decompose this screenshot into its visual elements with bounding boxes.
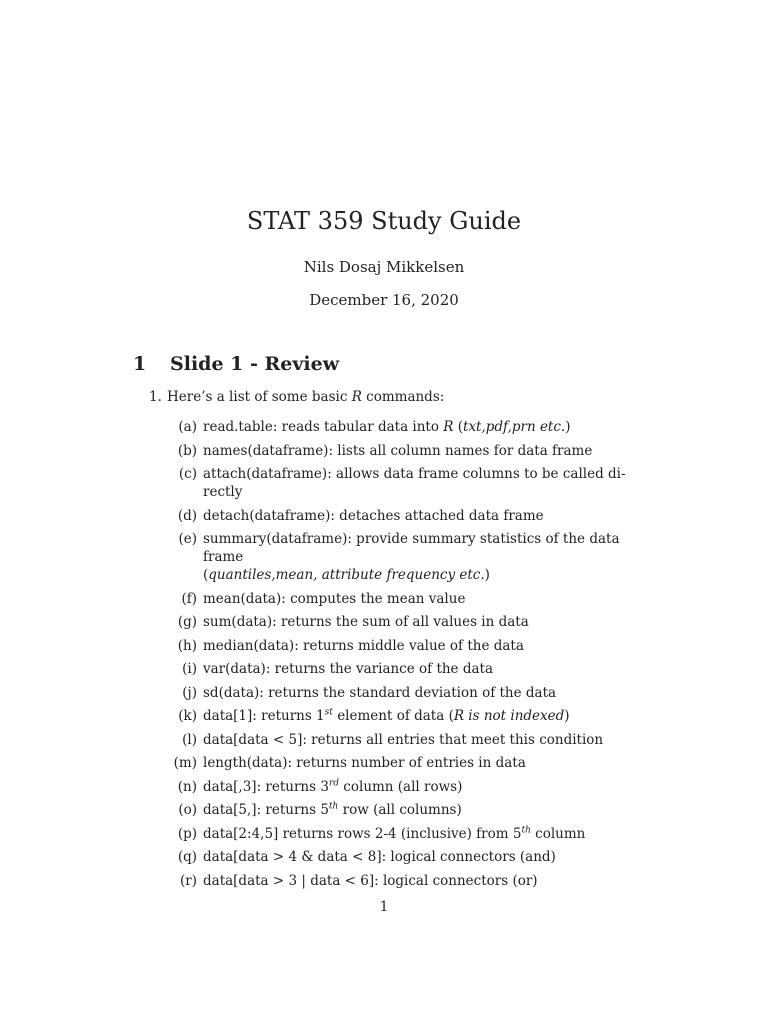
item-marker: (e) bbox=[178, 531, 197, 547]
item-marker: (r) bbox=[180, 872, 197, 889]
item-marker: (c) bbox=[178, 466, 197, 482]
item-superscript: th bbox=[328, 801, 339, 812]
item-text bbox=[203, 778, 648, 796]
intro-line bbox=[149, 387, 649, 407]
item-text-part: data[1]: returns 1 bbox=[203, 708, 325, 724]
item-text: data[data < 5]: returns all entries that meet this condition bbox=[203, 731, 604, 748]
item-marker: (g) bbox=[177, 614, 197, 630]
section-heading bbox=[133, 351, 653, 377]
item-marker: (m) bbox=[173, 755, 197, 771]
list-item bbox=[168, 613, 648, 631]
item-marker: (b) bbox=[177, 442, 197, 459]
list-item bbox=[168, 465, 648, 501]
list-item bbox=[168, 754, 648, 772]
item-italic: quantiles,mean, attribute frequency etc. bbox=[208, 567, 485, 583]
page-number: 1 bbox=[379, 899, 389, 915]
intro-text-before: Here’s a list of some basic bbox=[167, 389, 352, 405]
item-text: names(dataframe): lists all column names for data frame bbox=[203, 442, 593, 459]
item-text: sum(data): returns the sum of all values in data bbox=[203, 614, 529, 630]
author-name: Nils Dosaj Mikkelsen bbox=[303, 258, 465, 276]
item-marker: (a) bbox=[178, 419, 197, 435]
item-text-part: ( bbox=[203, 567, 209, 583]
item-text bbox=[203, 418, 648, 436]
item-text-part: data[5,]: returns 5 bbox=[203, 802, 329, 818]
item-text: median(data): returns middle value of the data bbox=[203, 637, 524, 654]
list-item bbox=[168, 507, 648, 525]
intro-r-letter: R bbox=[351, 389, 362, 405]
item-text bbox=[203, 825, 648, 843]
item-text: var(data): returns the variance of the data bbox=[203, 661, 494, 677]
item-text: mean(data): computes the mean value bbox=[203, 590, 466, 607]
item-text-part: ) bbox=[484, 567, 490, 583]
item-marker: (n) bbox=[177, 778, 197, 795]
item-marker: (q) bbox=[177, 849, 197, 865]
item-superscript: th bbox=[521, 825, 531, 835]
list-item bbox=[168, 530, 648, 584]
list-item bbox=[168, 660, 648, 678]
item-superscript: st bbox=[324, 707, 333, 718]
item-marker: (l) bbox=[182, 731, 197, 748]
list-item bbox=[168, 778, 648, 796]
item-marker: (o) bbox=[178, 802, 197, 818]
item-text-part: data[,3]: returns 3 bbox=[203, 778, 329, 795]
item-marker: (d) bbox=[177, 507, 197, 524]
item-text-part: column bbox=[530, 825, 586, 842]
item-text-part: column (all rows) bbox=[339, 778, 463, 795]
list-item bbox=[168, 418, 648, 436]
item-text: detach(dataframe): detaches attached data frame bbox=[203, 507, 544, 524]
item-text-part: read.table: reads tabular data into bbox=[203, 419, 444, 435]
list-item bbox=[168, 442, 648, 460]
list-item bbox=[168, 590, 648, 608]
item-text bbox=[203, 801, 648, 819]
item-text-part: ) bbox=[564, 708, 570, 724]
item-text: data[data > 4 & data < 8]: logical connectors (and) bbox=[203, 849, 556, 865]
list-item bbox=[168, 825, 648, 843]
item-text-part: row (all columns) bbox=[338, 802, 462, 818]
item-text-part: element of data ( bbox=[332, 708, 454, 724]
item-text: length(data): returns number of entries in data bbox=[203, 755, 526, 771]
item-marker: (f) bbox=[181, 590, 197, 607]
list-item bbox=[168, 731, 648, 749]
item-text-line bbox=[203, 566, 648, 584]
item-text bbox=[203, 530, 648, 584]
item-marker: (h) bbox=[177, 637, 197, 654]
list-item bbox=[168, 637, 648, 655]
list-item bbox=[168, 872, 648, 890]
item-italic: txt,pdf,prn etc. bbox=[463, 419, 566, 435]
item-text bbox=[203, 465, 648, 501]
item-text: sd(data): returns the standard deviation of the data bbox=[203, 684, 557, 701]
item-marker: (j) bbox=[182, 684, 197, 701]
item-text-part: data[2:4,5] returns rows 2-4 (inclusive) from 5 bbox=[203, 825, 522, 842]
item-italic: R is not indexed bbox=[453, 708, 565, 724]
list-item bbox=[168, 848, 648, 866]
list-item bbox=[168, 684, 648, 702]
item-text-part: ( bbox=[453, 419, 464, 435]
item-marker: (k) bbox=[178, 708, 197, 724]
list-item bbox=[168, 801, 648, 819]
item-text bbox=[203, 707, 648, 725]
section-number: 1 bbox=[133, 353, 147, 375]
intro-text-after: commands: bbox=[361, 389, 445, 405]
item-text-line: attach(dataframe): allows data frame columns to be called di- bbox=[203, 466, 626, 482]
item-marker: (p) bbox=[177, 825, 197, 842]
section-title: Slide 1 - Review bbox=[170, 353, 340, 375]
item-marker: (i) bbox=[182, 661, 197, 677]
item-italic: R bbox=[443, 419, 454, 435]
item-text-line: rectly bbox=[203, 484, 243, 500]
item-text-part: ) bbox=[565, 419, 571, 435]
item-text-line: summary(dataframe): provide summary statistics of the data frame bbox=[203, 531, 620, 565]
document-date: December 16, 2020 bbox=[309, 291, 459, 309]
item-superscript: rd bbox=[328, 778, 340, 788]
item-text: data[data > 3 | data < 6]: logical connectors (or) bbox=[203, 872, 538, 889]
list-item bbox=[168, 707, 648, 725]
intro-number: 1. bbox=[149, 389, 162, 405]
document-title: STAT 359 Study Guide bbox=[246, 207, 522, 235]
command-list bbox=[168, 418, 648, 895]
